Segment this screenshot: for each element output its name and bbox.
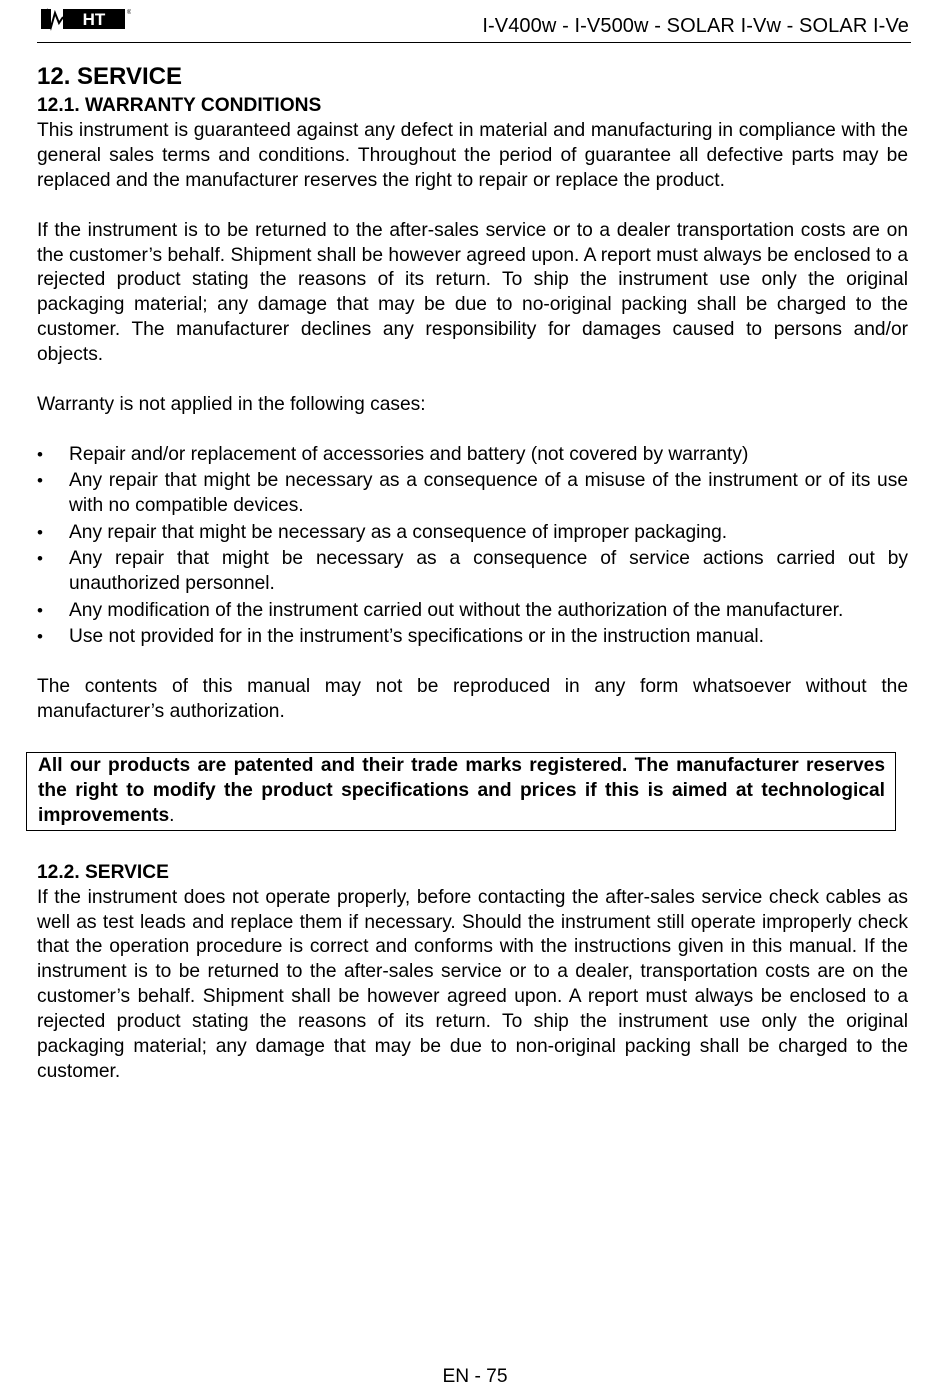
list-item [37,547,908,597]
warranty-cases-intro: Warranty is not applied in the following cases: [37,394,426,416]
list-item-text: Use not provided for in the instrument’s specifications or in the instruction manual. [69,626,765,648]
list-item-text: Any repair that might be necessary as a consequence of improper packaging. [69,521,728,543]
service-heading: 12.2. SERVICE [37,861,169,883]
patent-notice-end: . [169,804,175,826]
list-item-text: Repair and/or replacement of accessories and battery (not covered by warranty) [69,443,749,465]
list-item-text: Any repair that might be necessary as a consequence of a misuse of the instrument or of its use with no compatible devices. [69,470,908,517]
list-item [37,599,908,624]
page-header [37,4,911,43]
service-section [37,861,908,1085]
list-item-text: Any modification of the instrument carried out without the authorization of the manufacturer. [69,599,844,621]
warranty-heading: 12.1. WARRANTY CONDITIONS [37,95,322,116]
list-item [37,521,908,546]
bullet-icon: • [37,471,43,491]
section-title: 12. SERVICE [37,63,182,90]
bullet-icon: • [37,522,43,542]
page-number: EN - 75 [442,1366,508,1387]
logo-text: HT [82,10,106,29]
ht-logo [41,7,131,31]
warranty-paragraph-1: This instrument is guaranteed against any defect in material and manufacturing in compliance with the general sales terms and conditions. Throughout the period of guarantee all defective parts may be replaced and the manufacturer reserves the right to repair or replace the product. [37,119,908,191]
service-paragraph: If the instrument does not operate properly, before contacting the after-sales service check cables as well as test leads and replace them if necessary. Should the instrument still operate improperly check that the operation procedure is correct and conforms with the instructions given in this manual. If the instrument is to be returned to the after-sales service or to a dealer, transportation costs are on the customer’s behalf. Shipment shall be however agreed upon. A report must always be enclosed to a rejected product stating the reasons of its return. To ship the instrument use only the original packaging material; any damage that may be due to non-original packing shall be charged to the customer. [37,886,908,1082]
list-item [37,469,908,519]
bullet-icon: • [37,600,43,620]
list-item-text: Any repair that might be necessary as a consequence of service actions carried out by unauthorized personnel. [69,548,908,595]
patent-notice-text: All our products are patented and their trade marks registered. The manufacturer reserves the right to modify the product specifications and prices if this is aimed at technological improvements [38,755,885,826]
bullet-icon: • [37,444,43,464]
contents-note: The contents of this manual may not be reproduced in any form whatsoever without the manufacturer’s authorization. [37,676,908,723]
warranty-paragraph-2: If the instrument is to be returned to the after-sales service or to a dealer transportation costs are on the customer’s behalf. Shipment shall be however agreed upon. A report must always be enclosed to a rejected product stating the reasons of its return. To ship the instrument use only the original packaging material; any damage that may be due to no-original packing shall be charged to the customer. The manufacturer declines any responsibility for damages caused to persons and/or objects. [37,219,908,366]
bullet-icon: • [37,549,43,569]
document-title: I-V400w - I-V500w - SOLAR I-Vw - SOLAR I-Ve [482,15,909,37]
page-content [37,63,908,1110]
patent-notice-box [26,752,896,831]
list-item [37,443,908,468]
svg-text:®: ® [127,10,131,16]
list-item [37,625,908,650]
bullet-icon: • [37,627,43,647]
warranty-exclusions-list [37,443,908,650]
